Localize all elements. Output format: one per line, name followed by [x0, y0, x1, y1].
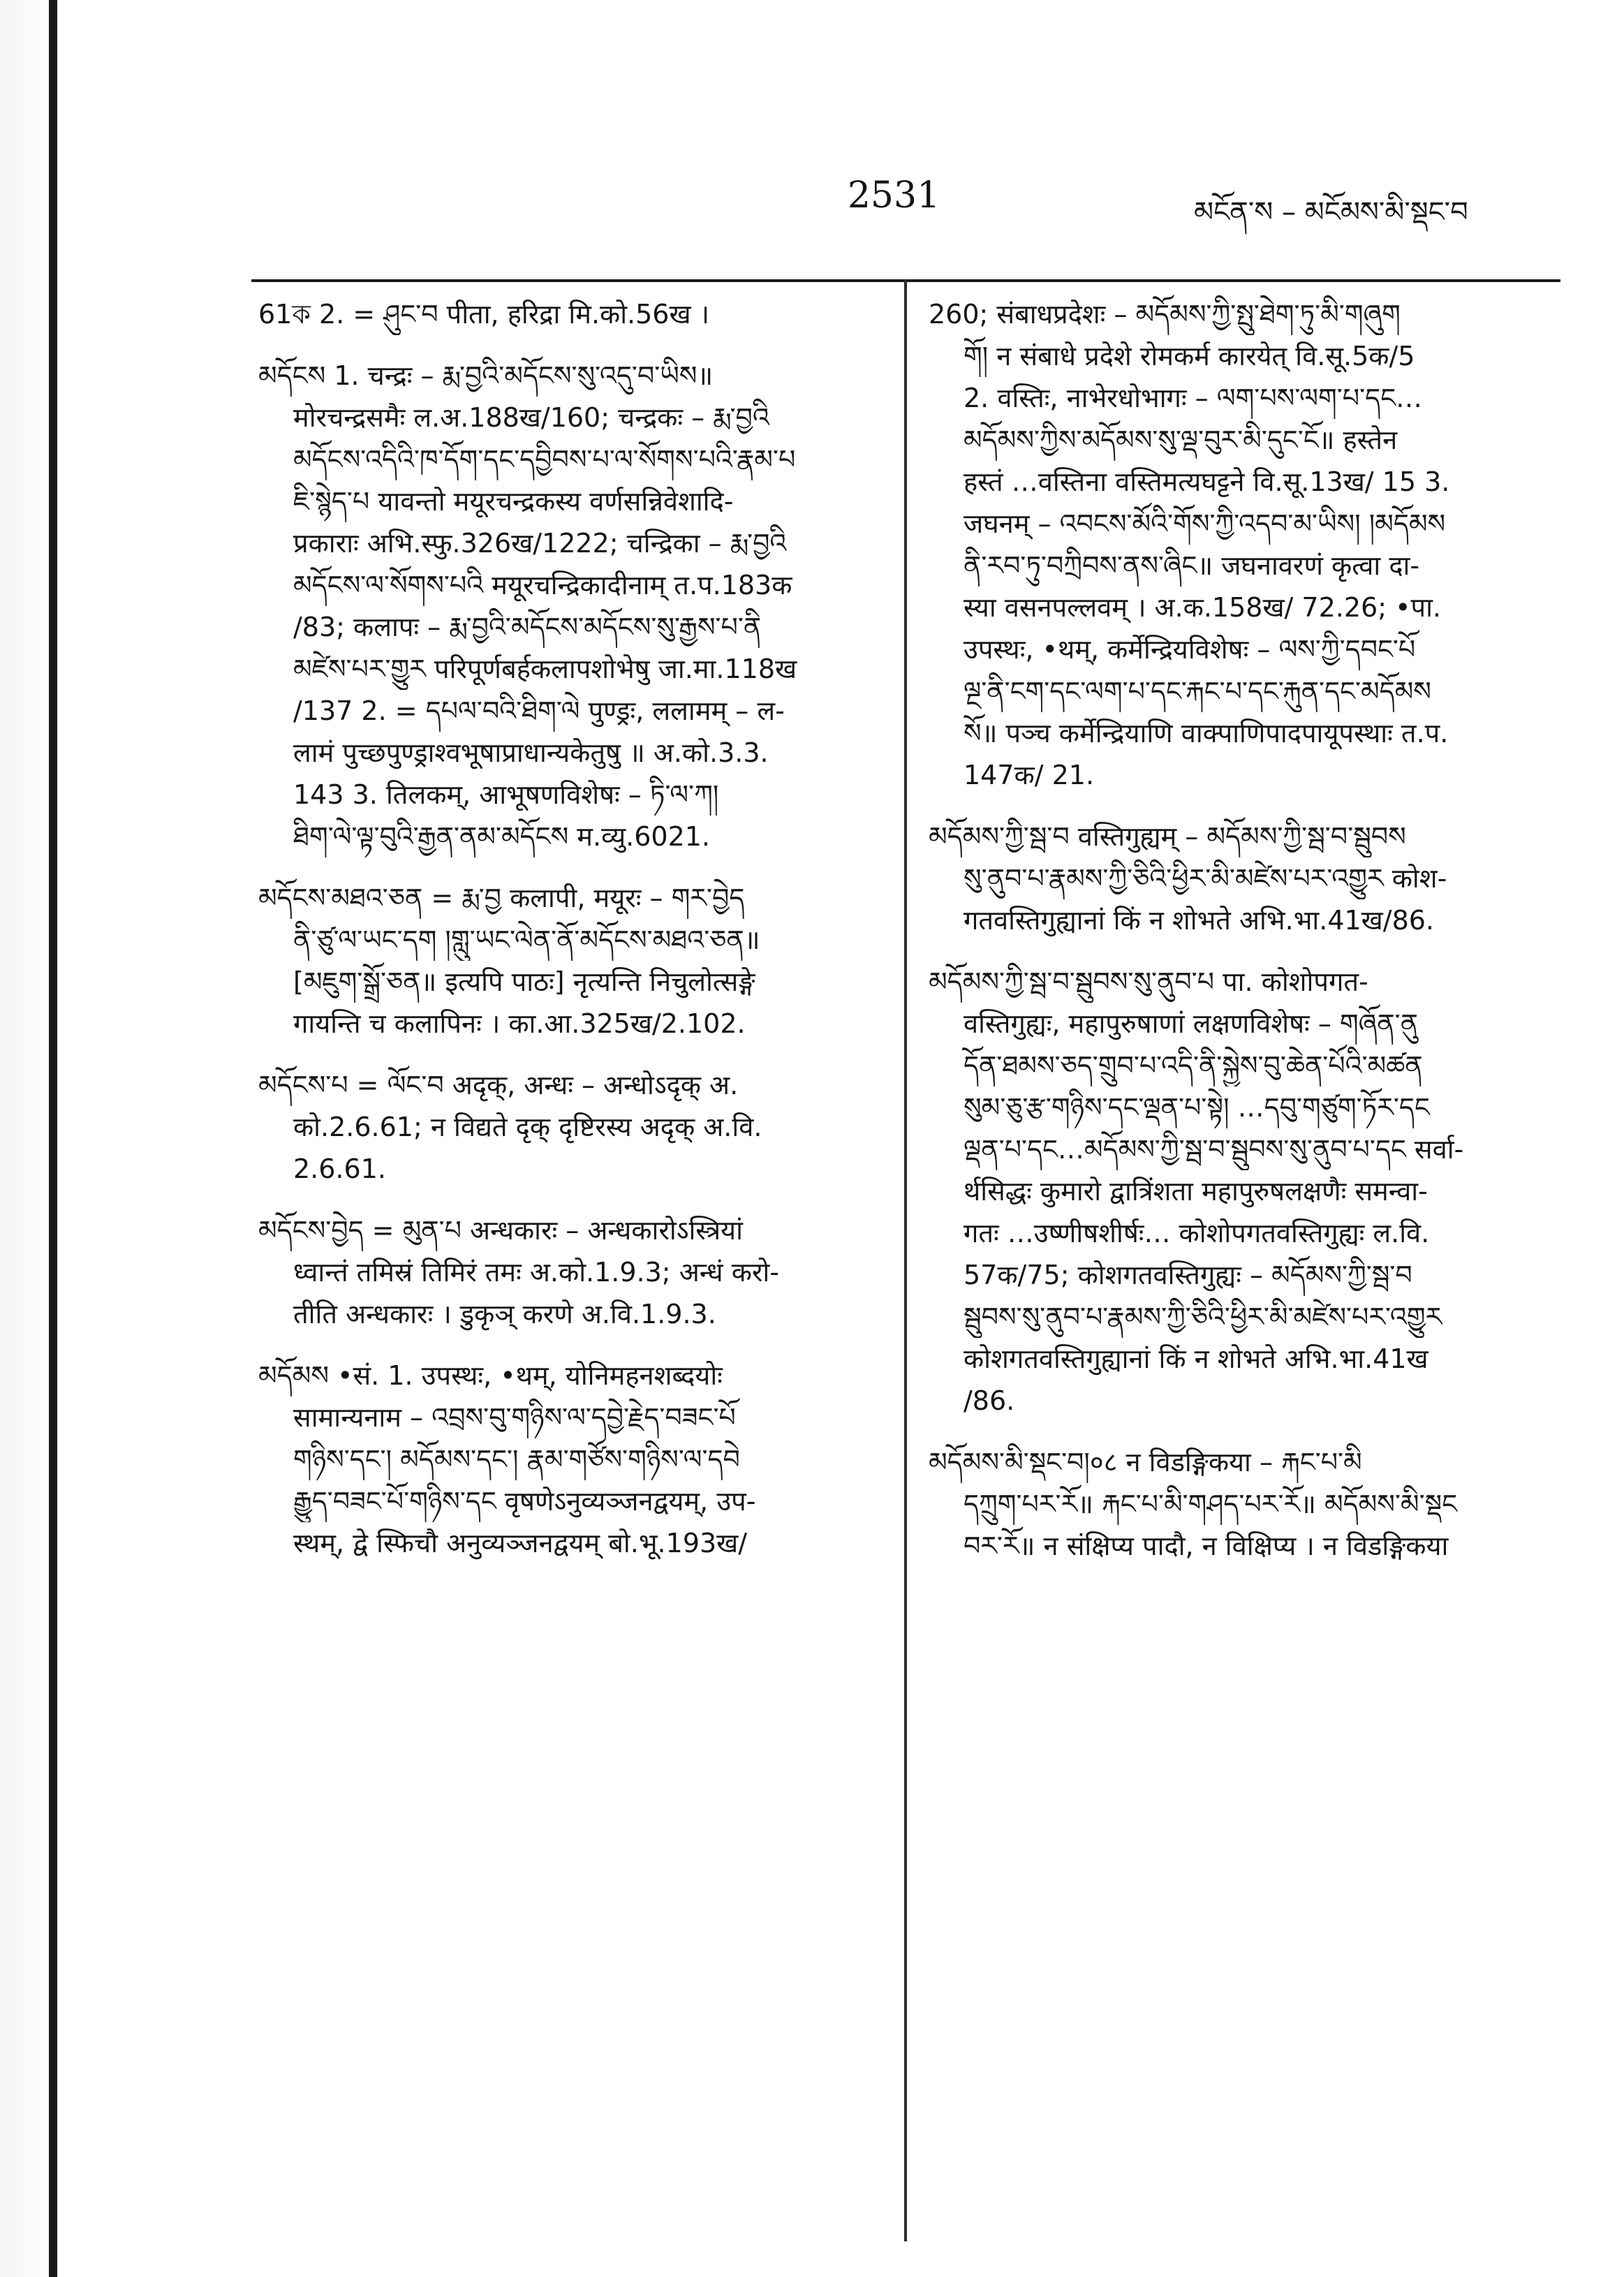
entry-line: བར་རོ॥ न संक्षिप्य पादौ, न विक्षिप्य । न विडङ्गिकया — [964, 1531, 1449, 1561]
entry-line: प्रकाराः अभि.स्फु.326ख/1222; चन्द्रिका – རྨ་བྱའི — [293, 528, 787, 559]
entry-line: मोरचन्द्रसमैः ल.अ.188ख/160; चन्द्रकः – རྨ་བྱའི — [293, 402, 769, 433]
entry-line: ལྔ་ནི་ངག་དང་ལག་པ་དང་རྐང་པ་དང་རྐུན་དང་མདོམས — [964, 676, 1431, 707]
entry-line: गतः …उष्णीषशीर्षः… कोशोपगतवस्तिगुह्यः ल.वि. — [964, 1218, 1430, 1248]
running-head: མངོན་ས – མངོམས་མི་སྡང་བ — [1194, 196, 1468, 228]
entry-line: དོན་ཐམས་ཅད་གྲུབ་པ་འདི་ནི་སྐྱེས་བུ་ཆེན་པོའི་མཚན — [964, 1050, 1423, 1081]
entry-headline: མདོངས་པ = ལོང་བ अदृक्, अन्धः – अन्धोऽदृक् अ. — [258, 1070, 739, 1100]
dictionary-entry — [929, 816, 1543, 941]
dictionary-entry — [258, 355, 873, 857]
entry-headline: མདོམས •सं. 1. उपस्थः, •थम्, योनिमहनशब्दयोः — [258, 1360, 723, 1391]
column-divider — [904, 279, 907, 2241]
entry-line: མདོངས་ལ་སོགས་པའི मयूरचन्द्रिकादीनाम् त.प.183क — [293, 570, 792, 600]
dictionary-entry — [929, 961, 1543, 1422]
entry-line: तीति अन्धकारः । डुकृञ् करणे अ.वि.1.9.3. — [293, 1299, 716, 1329]
entry-headline: མདོངས་བྱེད = མུན་པ अन्धकारः – अन्धकारोऽस्त्रियां — [258, 1215, 743, 1246]
entry-line: वस्तिगुह्यः, महापुरुषाणां लक्षणविशेषः – གཞོན་ནུ — [964, 1008, 1418, 1039]
dictionary-entry — [929, 1441, 1543, 1567]
entry-line: उपस्थः, •थम्, कर्मेन्द्रियविशेषः – ལས་ཀྱི་དབང་པོ — [964, 634, 1416, 665]
entry-line: सामान्यनाम – འབྲས་བུ་གཉིས་ལ་དབྱེ་རྗེད་བཟང་པོ — [293, 1402, 736, 1433]
page-number: 2531 — [847, 175, 940, 216]
dictionary-entry — [258, 1355, 873, 1564]
entry-line: རྒྱུད་བཟང་པོ་གཉིས་དང वृषणेऽनुव्यञ्जनद्वयम्, उप- — [293, 1486, 756, 1517]
dictionary-entry — [929, 293, 1543, 796]
entry-line: སོ॥ पञ्च कर्मेन्द्रियाणि वाक्पाणिपादपायूपस्थाः त.प. — [964, 718, 1449, 749]
entry-line: མདོངས་འདིའི་ཁ་དོག་དང་དབྱིབས་པ་ལ་སོགས་པའི་རྣམ་པ — [293, 444, 796, 475]
entry-line: ལྡན་པ་དང…མདོམས་ཀྱི་སྦ་བ་སྦུབས་སུ་ནུབ་པ་དང सर्वा- — [964, 1134, 1464, 1165]
entry-line: གོ། न संबाधे प्रदेशे रोमकर्म कारयेत् वि.सू.5क/5 — [964, 341, 1415, 371]
binding-line — [49, 0, 57, 2277]
entry-line: སྦུབས་སུ་ནུབ་པ་རྣམས་ཀྱི་ཅིའི་ཕྱིར་མི་མཛེས་པར་འགྱུར — [964, 1302, 1442, 1332]
entry-line: 2.6.61. — [293, 1154, 386, 1184]
entry-line: लामं पुच्छपुण्ड्राश्वभूषाप्राधान्यकेतुषु ॥ अ.को.3.3. — [293, 737, 769, 768]
entry-line: जघनम् – འབངས་མོའི་གོས་ཀྱི་འདབ་མ་ཡིས། །མདོམས — [964, 508, 1446, 539]
entry-line: कोशगतवस्तिगुह्यानां किं न शोभते अभि.भा.41ख — [964, 1343, 1429, 1374]
entry-headline: 61ক 2. = ཤུང་བ पीता, हरिद्रा मि.को.56ख । — [258, 299, 710, 330]
entry-line: དཀྲུག་པར་རོ॥ རྐང་པ་མི་གཤད་པར་རོ॥ མདོམས་མི་སྡང — [964, 1489, 1458, 1519]
entry-headline: མདོམས་ཀྱི་སྦ་བ वस्तिगुह्यम् – མདོམས་ཀྱི་སྦ་བ་སྦུབས — [929, 821, 1406, 852]
entry-line: 147क/ 21. — [964, 760, 1095, 790]
entry-line: स्थम्, द्वे स्फिचौ अनुव्यञ्जनद्वयम् बो.भू.193ख/ — [293, 1528, 748, 1558]
entry-line: སུམ་ཅུ་རྩ་གཉིས་དང་ལྡན་པ་སྟེ། …དབུ་གཙུག་ཏོར་དང — [964, 1092, 1430, 1123]
entry-line: མཛེས་པར་གྱུར परिपूर्णबर्हकलापशोभेषु जा.मा.118ख — [293, 654, 797, 684]
entry-line: /137 2. = དཔལ་བའི་ཐིག་ལེ पुण्ड्रः, ललामम् – ल- — [293, 695, 785, 726]
entry-headline: མདོམས་མི་སྡང་བ།०८ न विडङ्गिकया – རྐང་པ་མི — [929, 1447, 1362, 1478]
right-column — [929, 293, 1543, 1586]
entry-line: གཉིས་དང་། མདོམས་དང་། རྣམ་གཙོས་གཉིས་ལ་དབེ — [293, 1444, 740, 1475]
entry-line: མདོམས་ཀྱིས་མདོམས་སུ་ལྡ་བུར་མི་དུང་ངོ॥ हस्तेन — [964, 425, 1398, 455]
entry-line: /86. — [964, 1385, 1015, 1416]
entry-line: [མཇུག་སྒྲོ་ཅན॥ इत्यपि पाठः] नृत्यन्ति निचुलोत्सङ्गे — [293, 966, 755, 997]
entry-line: 57क/75; कोशगतवस्तिगुह्यः – མདོམས་ཀྱི་སྦ་བ — [964, 1260, 1412, 1290]
dictionary-entry — [258, 877, 873, 1045]
entry-line: སུ་ནུབ་པ་རྣམས་ཀྱི་ཅིའི་ཕྱིར་མི་མཛེས་པར་འགྱུར कोश- — [964, 863, 1447, 894]
entry-line: स्या वसनपल्लवम् । अ.क.158ख/ 72.26; •पा. — [964, 592, 1442, 623]
entry-line: गतवस्तिगुह्यानां किं न शोभते अभि.भा.41ख/86. — [964, 905, 1435, 936]
entry-line: 143 3. तिलकम्, आभूषणविशेषः – ཏི་ལ་ཀ། — [293, 779, 719, 810]
entry-line: ཐིག་ལེ་ལྟ་བུའི་རྒྱན་ནམ་མདོངས म.व्यु.6021. — [293, 821, 710, 852]
left-column — [258, 293, 873, 1584]
dictionary-entry — [258, 1064, 873, 1190]
entry-line: 2. वस्तिः, नाभेरधोभागः – ལག་པས་ལག་པ་དང… — [964, 383, 1423, 413]
entry-line: र्थसिद्धः कुमारो द्वात्रिंशता महापुरुषलक्षणैः समन्वा- — [964, 1176, 1428, 1207]
entry-headline: མདོམས་ཀྱི་སྦ་བ་སྦུབས་སུ་ནུབ་པ पा. कोशोपगत- — [929, 966, 1368, 997]
entry-headline: མདོངས 1. चन्द्रः – རྨ་བྱའི་མདོངས་སུ་འདུ་བ་ཡིས॥ — [258, 360, 714, 391]
entry-headline: 260; संबाधप्रदेशः – མདོམས་ཀྱི་སྤུ་ཐེག་ཏུ་མི་གཞུག — [929, 299, 1401, 330]
entry-line: ནི་ཙུ་ལ་ཡང་དག །གླུ་ཡང་ལེན་ནོ་མདོངས་མཐའ་ཅན॥ — [293, 924, 760, 955]
entry-line: ཇི་སྙེད་པ यावन्तो मयूरचन्द्रकस्य वर्णसन्निवेशादि- — [293, 486, 734, 517]
entry-line: गायन्ति च कलापिनः । का.आ.325ख/2.102. — [293, 1008, 746, 1039]
dictionary-entry — [258, 1209, 873, 1335]
dictionary-entry — [258, 293, 873, 335]
entry-line: को.2.6.61; न विद्यते दृक् दृष्टिरस्य अदृक् अ.वि. — [293, 1112, 762, 1142]
entry-line: /83; कलापः – རྨ་བྱའི་མདོངས་མདོངས་སུ་རྒྱས་པ་ནི — [293, 612, 762, 642]
entry-line: हस्तं …वस्तिना वस्तिमत्यघट्टने वि.सू.13ख/ 15 3. — [964, 466, 1450, 497]
entry-line: ནི་རབ་ཏུ་བཀྲིབས་ནས་ཞིང॥ जघनावरणं कृत्वा दा- — [964, 550, 1420, 581]
entry-headline: མདོངས་མཐའ་ཅན = རྨ་བྱ कलापी, मयूरः – གར་བྱེད — [258, 883, 745, 913]
entry-line: ध्वान्तं तमिस्रं तिमिरं तमः अ.को.1.9.3; अन्धं करो- — [293, 1257, 779, 1288]
